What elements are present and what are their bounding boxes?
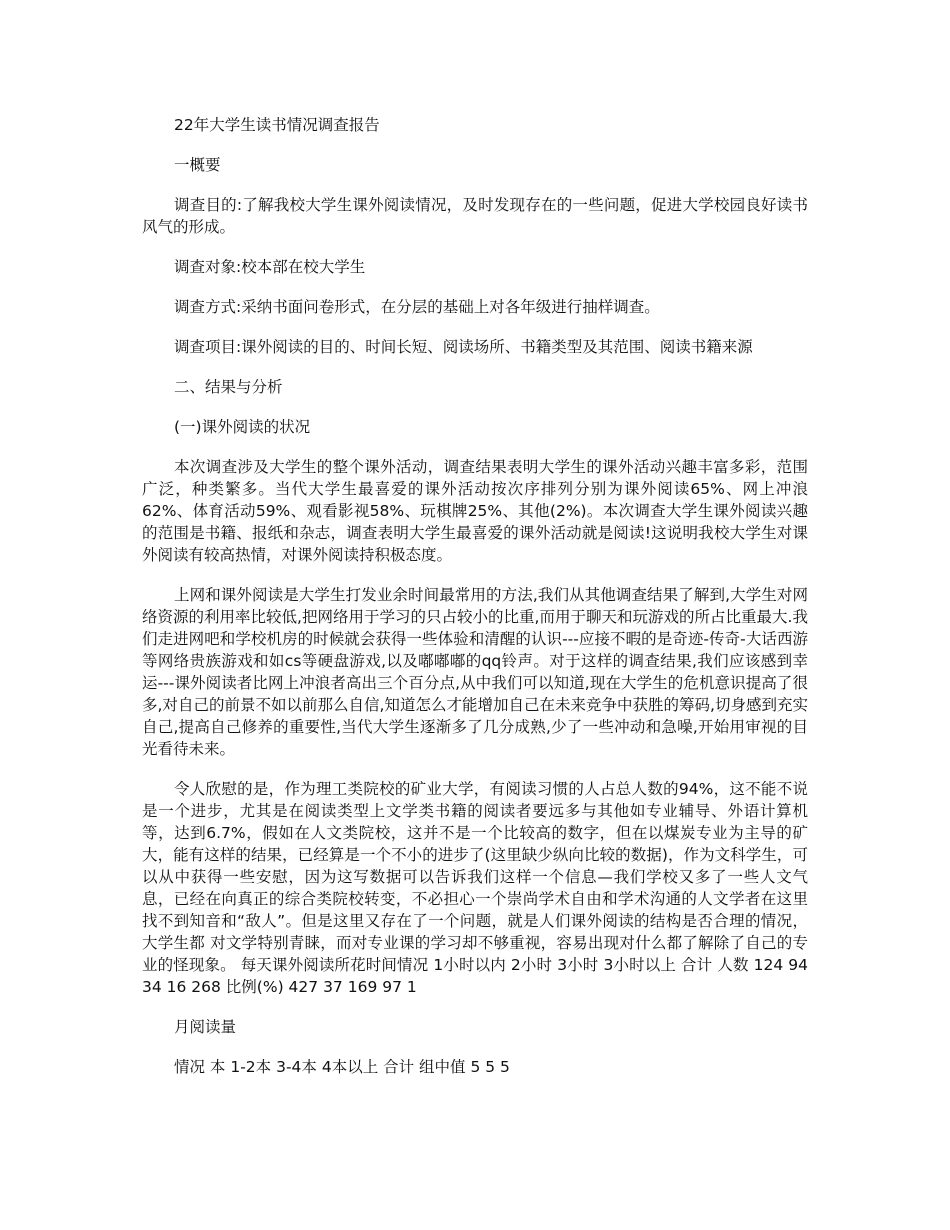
paragraph-reading-habits: 令人欣慰的是，作为理工类院校的矿业大学，有阅读习惯的人占总人数的94%，这不能不说是一个进步，尤其是在阅读类型上文学类书籍的阅读者要远多与其他如专业辅导、外语计算机等，达到6.7%，假如在人文类院校，这并不是一个比较高的数字，但在以煤炭专业为主导的矿大，能有这样的结果，已经算是一个不小的进步了(这里缺少纵向比较的数据)，作为文科学生，可以从中获得一些安慰，因为这写数据可以告诉我们这样一个信息—我们学校又多了一些人文气息，已经在向真正的综合类院校转变，不必担心一个崇尚学术自由和学术沟通的人文学者在这里找不到知音和“敌人”。但是这里又存在了一个问题，就是人们课外阅读的结构是否合理的情况，大学生都 对文学特别青睐，而对专业课的学习却不够重视，容易出现对什么都了解除了自己的专业的怪现象。 每天课外阅读所花时间情况 1小时以内 2小时 3小时 3小时以上 合计 人数 124 94 34 16 268 比例(%) 427 37 169 97 1: [142, 780, 808, 996]
paragraph-activities: 本次调查涉及大学生的整个课外活动，调查结果表明大学生的课外活动兴趣丰富多彩，范围广泛，种类繁多。当代大学生最喜爱的课外活动按次序排列分别为课外阅读65%、网上冲浪62%、体育活动59%、观看影视58%、玩棋牌25%、其他(2%)。本次调查大学生课外阅读兴趣的范围是书籍、报纸和杂志，调查表明大学生最喜爱的课外活动就是阅读!这说明我校大学生对课外阅读有较高热情，对课外阅读持积极态度。: [142, 458, 808, 564]
survey-method: 调查方式:采纳书面问卷形式，在分层的基础上对各年级进行抽样调查。: [174, 298, 660, 316]
monthly-reading-heading: 月阅读量: [174, 1018, 237, 1036]
section-heading-results: 二、结果与分析: [174, 378, 283, 396]
survey-purpose: 调查目的:了解我校大学生课外阅读情况，及时发现存在的一些问题，促进大学校园良好读书风气的形成。: [142, 196, 808, 236]
paragraph-internet: 上网和课外阅读是大学生打发业余时间最常用的方法,我们从其他调查结果了解到,大学生对网络资源的利用率比较低,把网络用于学习的只占较小的比重,而用于聊天和玩游戏的所占比重最大.我们走进网吧和学校机房的时候就会获得一些体验和清醒的认识---应接不暇的是奇迹-传奇-大话西游等网络贵族游戏和如cs等硬盘游戏,以及嘟嘟嘟的qq铃声。对于这样的调查结果,我们应该感到幸运---课外阅读者比网上冲浪者高出三个百分点,从中我们可以知道,现在大学生的危机意识提高了很多,对自己的前景不如以前那么自信,知道怎么才能增加自己在未来竞争中获胜的筹码,切身感到充实自己,提高自己修养的重要性,当代大学生逐渐多了几分成熟,少了一些冲动和急噪,开始用审视的目光看待未来。: [142, 586, 808, 758]
document-title: 22年大学生读书情况调查报告: [174, 116, 380, 134]
survey-items: 调查项目:课外阅读的目的、时间长短、阅读场所、书籍类型及其范围、阅读书籍来源: [174, 338, 753, 356]
section-heading-overview: 一概要: [174, 156, 221, 174]
subsection-heading-reading-status: (一)课外阅读的状况: [174, 418, 311, 436]
monthly-reading-table-line: 情况 本 1-2本 3-4本 4本以上 合计 组中值 5 5 5: [174, 1058, 510, 1076]
survey-subjects: 调查对象:校本部在校大学生: [174, 258, 366, 276]
